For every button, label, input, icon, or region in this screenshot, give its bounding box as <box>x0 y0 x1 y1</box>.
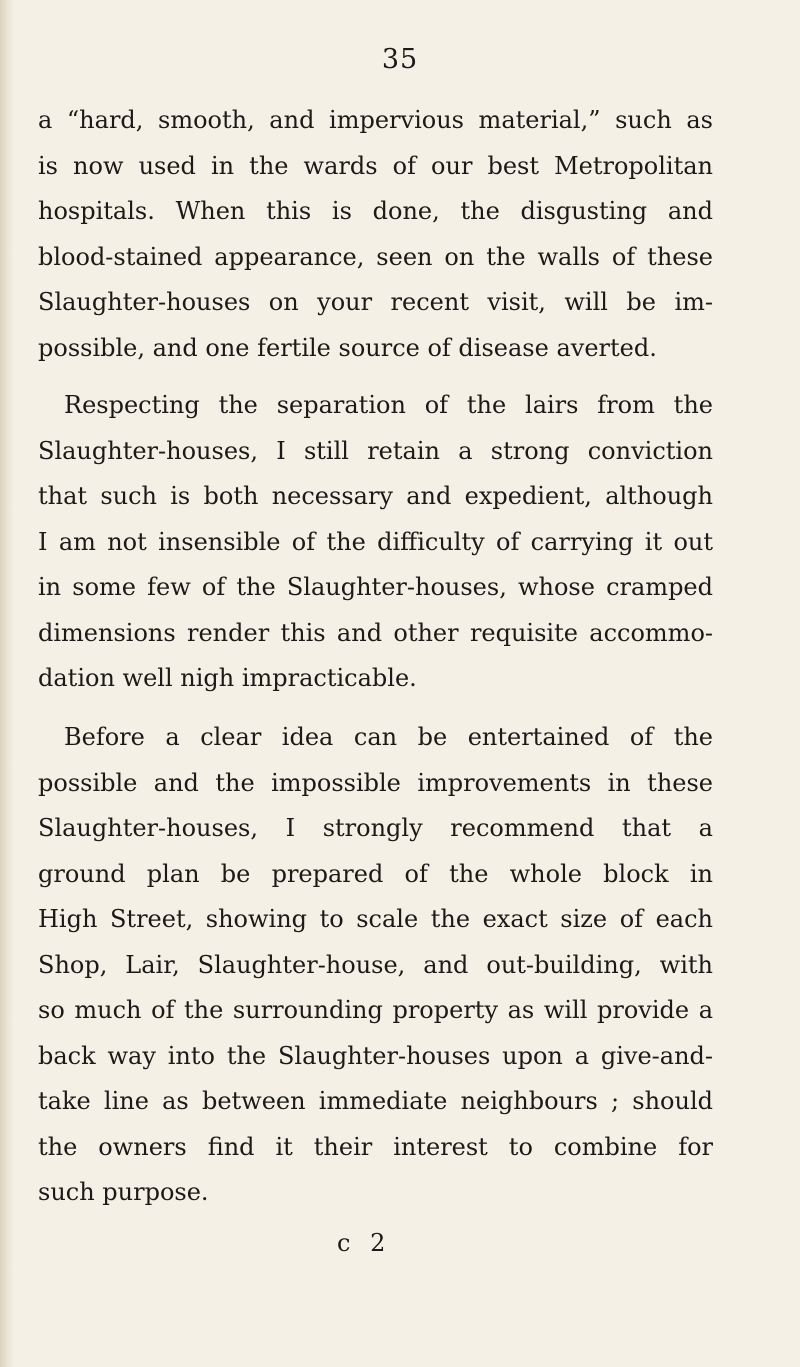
text-line: possible and the impossible improvements in these <box>38 768 713 797</box>
text-line: Before a clear idea can be entertained of the <box>64 723 713 751</box>
text-line: blood-stained appearance, seen on the walls of these <box>38 242 713 271</box>
paragraph-1 <box>38 98 713 371</box>
text-line: dimensions render this and other requisite accommo- <box>38 618 713 647</box>
text-line: High Street, showing to scale the exact size of each <box>38 905 713 933</box>
text-line: Respecting the separation of the lairs from the <box>64 391 713 419</box>
paragraph-2 <box>38 383 713 702</box>
page-spine-shadow <box>0 0 14 1367</box>
text-line: Slaughter-houses, I strongly recommend that a <box>38 814 713 842</box>
text-line: dation well nigh impracticable. <box>38 664 417 692</box>
text-line: back way into the Slaughter-houses upon a give-and- <box>38 1041 713 1070</box>
signature-mark: c 2 <box>337 1229 388 1257</box>
text-line: in some few of the Slaughter-houses, whose cramped <box>38 573 713 601</box>
text-line: hospitals. When this is done, the disgusting and <box>38 197 713 225</box>
paragraph-3 <box>38 715 713 1216</box>
text-line: Shop, Lair, Slaughter-house, and out-building, with <box>38 950 713 979</box>
text-line: so much of the surrounding property as will provide a <box>38 996 713 1024</box>
text-line: a “hard, smooth, and impervious material,” such as <box>38 106 713 134</box>
text-line: such purpose. <box>38 1178 209 1206</box>
text-line: possible, and one fertile source of disease averted. <box>38 333 657 362</box>
text-line: is now used in the wards of our best Metropolitan <box>38 151 713 180</box>
text-line: that such is both necessary and expedient, although <box>38 482 713 510</box>
text-line: I am not insensible of the difficulty of carrying it out <box>38 527 713 556</box>
text-line: the owners find it their interest to combine for <box>38 1132 713 1161</box>
text-line: take line as between immediate neighbours ; should <box>38 1087 713 1115</box>
page-number: 35 <box>381 44 419 75</box>
text-line: Slaughter-houses, I still retain a strong conviction <box>38 436 713 465</box>
text-line: Slaughter-houses on your recent visit, will be im- <box>38 288 713 316</box>
text-line: ground plan be prepared of the whole block in <box>38 859 713 888</box>
